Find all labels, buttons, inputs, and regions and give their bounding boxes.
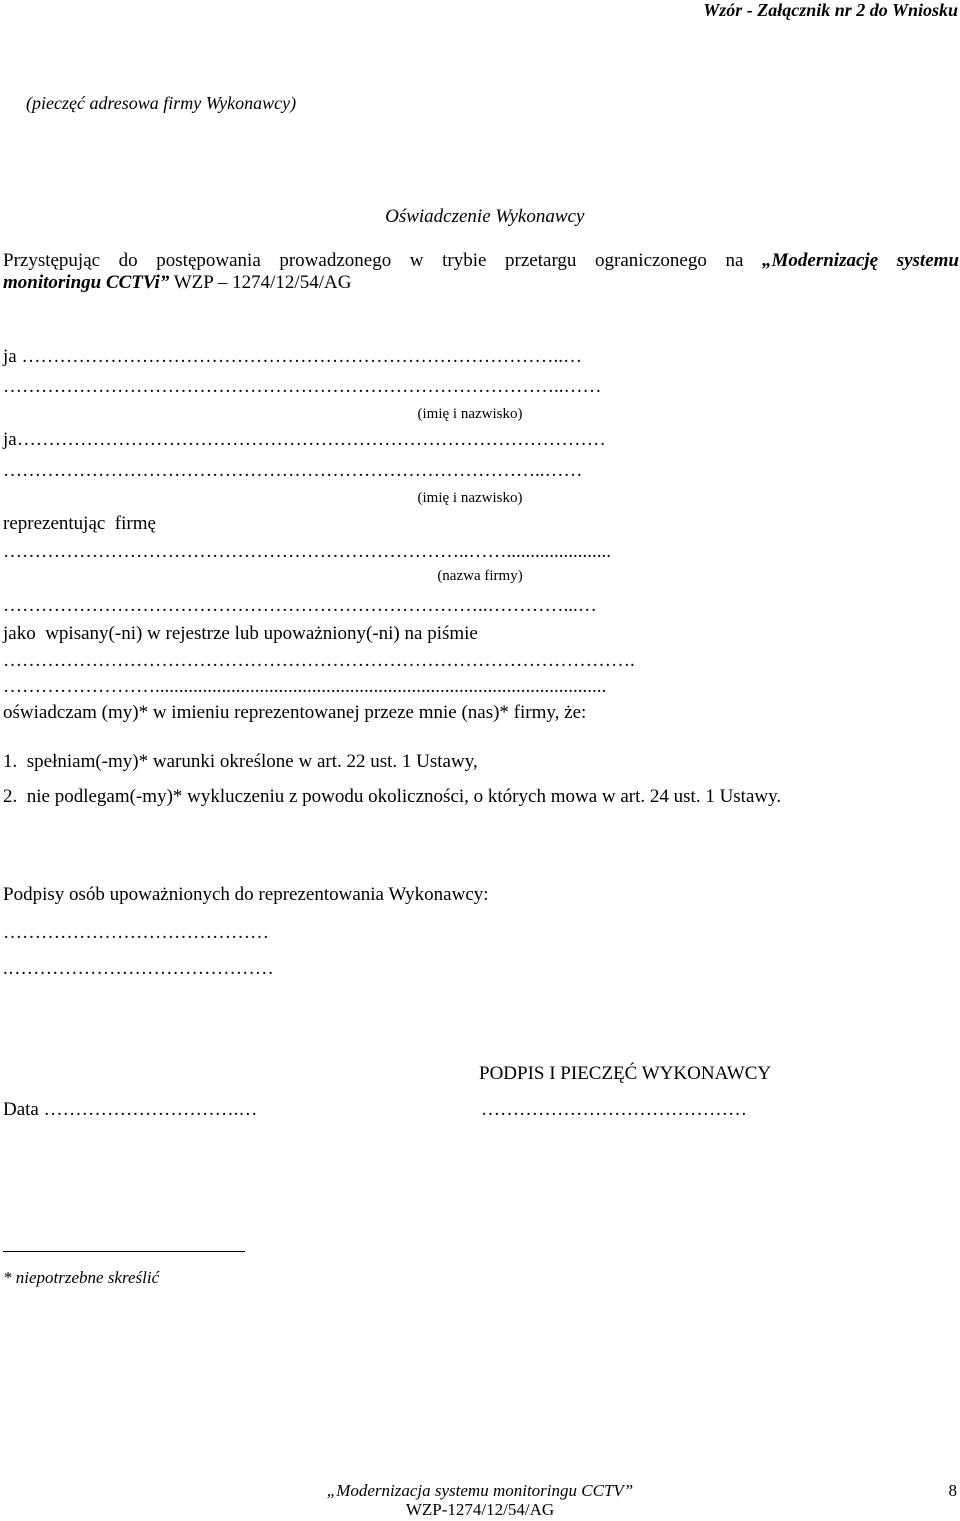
person2-line2: …………………………………………………………………………..…… bbox=[3, 460, 583, 481]
person2-line1: ………………………………………………………………………………… bbox=[16, 429, 606, 450]
intro-paragraph-line2 bbox=[3, 272, 351, 294]
signatures-label: Podpisy osób upoważnionych do reprezentowania Wykonawcy: bbox=[3, 884, 489, 905]
list-item: 1. spełniam(-my)* warunki określone w art. 22 ust. 1 Ustawy, bbox=[3, 751, 478, 772]
company-hint: (nazwa firmy) bbox=[437, 568, 523, 584]
signature-line-1: …………………………………… bbox=[3, 922, 269, 943]
intro-subject-1: „Modernizację systemu bbox=[762, 250, 959, 271]
company-line2: …………………………………………………………………..…………...… bbox=[3, 595, 597, 616]
footnote: * niepotrzebne skreślić bbox=[3, 1268, 160, 1287]
registry-label: jako wpisany(-ni) w rejestrze lub upoważniony(-ni) na piśmie bbox=[3, 623, 478, 644]
signature-block-title: PODPIS I PIECZĘĆ WYKONAWCY bbox=[479, 1063, 772, 1084]
footnote-divider bbox=[3, 1251, 245, 1252]
signature-line-2: .…………………………………… bbox=[3, 958, 274, 979]
person2-row bbox=[3, 429, 606, 451]
signature-block-line: …………………………………… bbox=[481, 1099, 747, 1120]
intro-ref: WZP – 1274/12/54/AG bbox=[169, 272, 352, 293]
stamp-label: (pieczęć adresowa firmy Wykonawcy) bbox=[26, 93, 297, 113]
person1-label: ja bbox=[3, 346, 17, 367]
intro-text: Przystępując do postępowania prowadzonego w trybie przetargu ograniczonego na bbox=[3, 250, 762, 271]
person2-hint: (imię i nazwisko) bbox=[417, 490, 523, 506]
date-line: ………………………….… bbox=[38, 1099, 258, 1120]
date-row bbox=[3, 1099, 257, 1121]
document-title-text: Oświadczenie Wykonawcy bbox=[385, 206, 585, 227]
date-label: Data bbox=[3, 1099, 39, 1120]
person1-line2: ……………………………………………………………………………..…… bbox=[3, 376, 602, 397]
person1-line1: …………………………………………………………………………..… bbox=[21, 346, 582, 367]
footer-ref: WZP-1274/12/54/AG bbox=[405, 1500, 555, 1519]
declaration-text: oświadczam (my)* w imieniu reprezentowanej przeze mnie (nas)* firmy, że: bbox=[3, 702, 587, 723]
registry-line1: ………………………………………………………………………………………. bbox=[3, 650, 635, 671]
person2-label: ja bbox=[3, 429, 17, 450]
intro-subject-2: monitoringu CCTVi” bbox=[3, 272, 170, 293]
person1-hint: (imię i nazwisko) bbox=[417, 406, 523, 422]
footer-title: „Modernizacja systemu monitoringu CCTV” bbox=[326, 1481, 634, 1500]
intro-paragraph-line1 bbox=[3, 250, 959, 272]
page-number: 8 bbox=[948, 1481, 957, 1500]
person1-row bbox=[3, 346, 582, 368]
registry-line2: ……………………............................................................................................... bbox=[3, 676, 607, 697]
document-title bbox=[0, 184, 960, 228]
list-item: 2. nie podlegam(-my)* wykluczeniu z powodu okoliczności, o których mowa w art. 24 ust. 1 Ustawy. bbox=[3, 786, 782, 807]
company-label: reprezentując firmę bbox=[3, 513, 156, 534]
attachment-header: Wzór - Załącznik nr 2 do Wniosku bbox=[703, 0, 958, 20]
company-line1: ………………………………………………………………..……...................... bbox=[3, 541, 611, 562]
